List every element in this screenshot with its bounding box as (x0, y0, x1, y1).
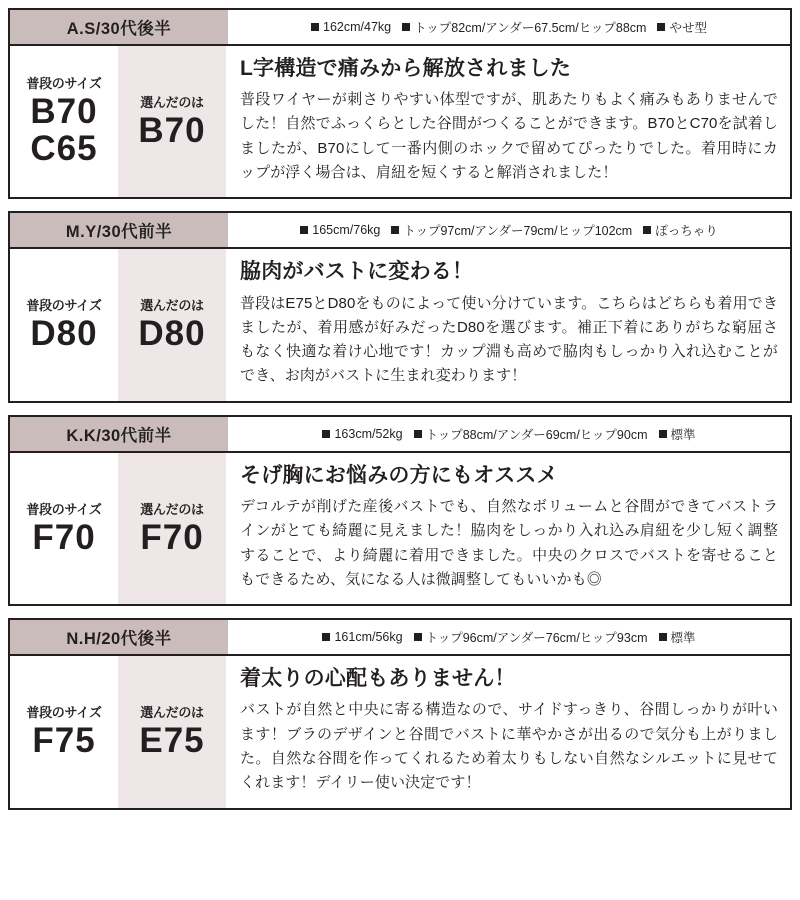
reviewer-name: K.K/30代前半 (10, 417, 228, 451)
review-text: 普段はE75とD80をものによって使い分けています。こちらはどちらも着用できましたが、着用感が好みだったD80を選びます。補正下着にありがちな窮屈さもなく快適な着け心地です！カップ淵も高めで脇肉もしっかり入れ込むことができ、お肉がバストに生まれ変わります！ (240, 294, 778, 385)
spec-text: 標準 (670, 631, 696, 646)
review-text-block (226, 46, 790, 197)
square-bullet-icon (657, 23, 665, 31)
review-body-row (10, 656, 790, 807)
spec-item (659, 425, 696, 443)
spec-text: やせ型 (669, 21, 707, 35)
spec-item (414, 628, 648, 646)
square-bullet-icon (659, 430, 667, 438)
usual-size-value (32, 720, 96, 760)
reviewer-name: M.Y/30代前半 (10, 213, 228, 247)
square-bullet-icon (311, 23, 319, 31)
usual-size-line1: B70 (30, 92, 98, 132)
usual-size-line1: F75 (32, 720, 96, 760)
review-card (8, 415, 792, 606)
spec-item (322, 630, 402, 644)
review-text: 普段ワイヤーが刺さりやすい体型ですが、肌あたりもよく痛みもありませんでした！自然でふっくらとした谷間がつくることができます。B70とC70を試着しましたが、B70にして一番内側のホックで留めてぴったりでした。着用時にカップが浮く場合は、肩紐を短くすると解消されました！ (240, 91, 778, 182)
usual-size-label: 普段のサイズ (26, 501, 102, 517)
review-text: デコルテが削げた産後バストでも、自然なボリュームと谷間ができてバストラインがとても綺麗に見えました！脇肉をしっかり入れ込み肩紐を少し短く調整することで、より綺麗に着用できました。中央のクロスでバストを寄せることもできるため、気になる人は微調整してもいいかも◎ (240, 497, 778, 588)
chosen-size-label: 選んだのは (140, 704, 204, 720)
spec-text: 162cm/47kg (323, 20, 392, 34)
chosen-size-value: D80 (138, 314, 206, 354)
usual-size-label: 普段のサイズ (26, 704, 102, 720)
spec-item (311, 20, 391, 34)
usual-size-block (10, 656, 118, 807)
review-title: そげ胸にお悩みの方にもオススメ (240, 463, 558, 487)
spec-item (643, 221, 718, 239)
square-bullet-icon (414, 633, 422, 641)
usual-size-line1: F70 (32, 517, 96, 557)
spec-text: トップ96cm/アンダー76cm/ヒップ93cm (425, 631, 648, 646)
reviewer-name: A.S/30代後半 (10, 10, 228, 44)
spec-text: ぽっちゃり (655, 224, 718, 239)
square-bullet-icon (643, 226, 651, 234)
review-card (8, 618, 792, 809)
review-body-row (10, 453, 790, 604)
chosen-size-block (118, 453, 226, 604)
reviewer-specs (228, 213, 790, 247)
review-text-block (226, 656, 790, 807)
review-text-block (226, 249, 790, 400)
spec-item (414, 425, 648, 443)
review-body-row (10, 249, 790, 400)
review-header (10, 213, 790, 249)
spec-item (391, 221, 632, 239)
usual-size-value (30, 316, 97, 353)
square-bullet-icon (659, 633, 667, 641)
usual-size-block (10, 249, 118, 400)
chosen-size-label: 選んだのは (140, 94, 204, 110)
chosen-size-label: 選んだのは (140, 298, 204, 314)
review-card (8, 211, 792, 402)
review-header (10, 417, 790, 453)
chosen-size-value: E75 (139, 720, 205, 760)
square-bullet-icon (414, 430, 422, 438)
spec-item (659, 628, 696, 646)
review-title: 脇肉がバストに変わる！ (240, 260, 474, 284)
square-bullet-icon (391, 226, 399, 234)
usual-size-line1: D80 (30, 314, 98, 354)
review-text-block (226, 453, 790, 604)
chosen-size-block (118, 656, 226, 807)
reviewer-name: N.H/20代後半 (10, 620, 228, 654)
usual-size-value (32, 517, 96, 557)
chosen-size-value: B70 (138, 110, 206, 150)
square-bullet-icon (322, 430, 330, 438)
reviewer-specs (228, 417, 790, 451)
chosen-size-value: F70 (140, 517, 204, 557)
square-bullet-icon (322, 633, 330, 641)
review-header (10, 620, 790, 656)
usual-size-value (30, 94, 97, 168)
spec-text: 165cm/76kg (312, 223, 381, 238)
spec-text: 標準 (670, 427, 696, 442)
review-body-row (10, 46, 790, 197)
reviewer-specs (228, 620, 790, 654)
chosen-size-block (118, 249, 226, 400)
spec-item (322, 427, 402, 441)
usual-size-label: 普段のサイズ (26, 76, 102, 92)
spec-item (300, 223, 380, 237)
spec-item (402, 18, 646, 36)
spec-text: 161cm/56kg (334, 630, 403, 645)
review-header (10, 10, 790, 46)
usual-size-label: 普段のサイズ (26, 298, 102, 314)
chosen-size-block (118, 46, 226, 197)
square-bullet-icon (300, 226, 308, 234)
usual-size-block (10, 453, 118, 604)
review-title: L字構造で痛みから解放されました (240, 57, 572, 80)
usual-size-block (10, 46, 118, 197)
square-bullet-icon (402, 23, 410, 31)
reviewer-specs (228, 10, 790, 44)
chosen-size-label: 選んだのは (140, 501, 204, 517)
spec-text: トップ88cm/アンダー69cm/ヒップ90cm (425, 427, 648, 442)
spec-text: トップ97cm/アンダー79cm/ヒップ102cm (403, 224, 633, 239)
spec-text: 163cm/52kg (334, 426, 403, 441)
review-title: 着太りの心配もありません！ (240, 667, 516, 691)
spec-text: トップ82cm/アンダー67.5cm/ヒップ88cm (414, 21, 647, 35)
usual-size-line2: C65 (30, 129, 98, 169)
spec-item (657, 18, 707, 36)
review-card (8, 8, 792, 199)
review-text: バストが自然と中央に寄る構造なので、サイドすっきり、谷間しっかりが叶います！ブラのデザインと谷間でバストに華やかさが出るので気分も上がりました。自然な谷間を作ってくれるため着太りもしない自然なシルエットに見せてくれます！デイリー使い決定です！ (240, 701, 778, 792)
